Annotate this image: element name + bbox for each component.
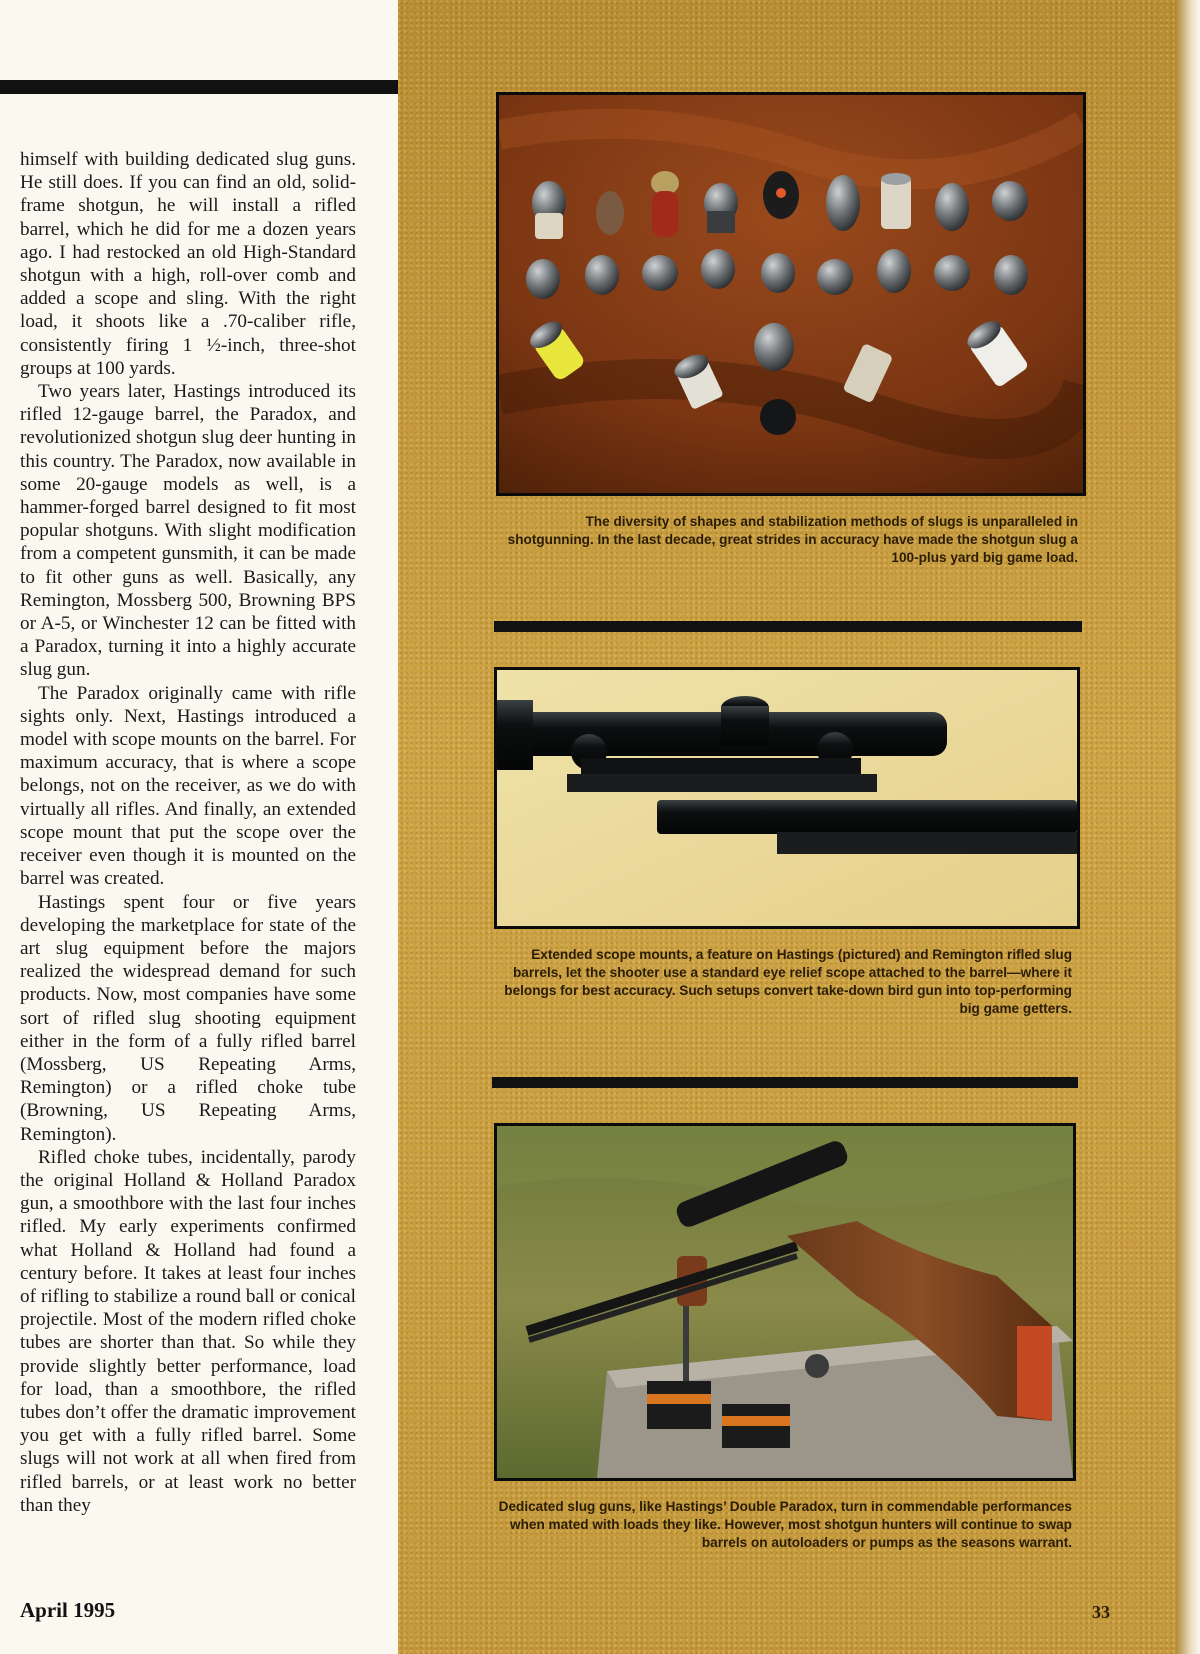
page-number: 33 [1092,1602,1110,1622]
gun-bench-illustration [497,1126,1073,1478]
caption-double-paradox: Dedicated slug guns, like Hastings’ Double Paradox, turn in commendable performances when mated with loads they like. However, most shotgun hunters will continue to swap barrels on autoloaders or pumps as the seasons warrant. [498,1499,1072,1550]
issue-date: April 1995 [20,1598,116,1622]
page-gutter [1176,0,1200,1654]
caption-scope-mount: Extended scope mounts, a feature on Hastings (pictured) and Remington rifled slug barrels, let the shooter use a standard eye relief scope attached to the barrel—where it belongs for best accuracy. Such setups convert take-down bird gun into top-performing big game getters. [504,947,1072,1016]
caption-slugs: The diversity of shapes and stabilization methods of slugs is unparalleled in shotgunning. In the last decade, great strides in accuracy have made the shotgun slug a 100-plus yard big game load. [507,514,1078,565]
article-paragraph-5: Rifled choke tubes, incidentally, parody the original Holland & Holland Paradox gun, a smoothbore with the last four inches rifled. My early experiments confirmed what Holland & Holland had found a century before. It takes at least four inches of rifling to stabilize a round ball or conical projectile. Most of the modern rifled choke tubes are shorter than that. So while they provide slightly better performance, load for load, than a smoothbore, the rifled tubes don’t offer the dramatic improvement you get with a fully rifled barrel. Some slugs will not work at all when fired from rifled barrels, or at least work no better than they [20,1146,356,1516]
header-rule [0,80,398,94]
slugs-illustration [499,95,1083,493]
photo-slugs [496,92,1086,496]
photo-double-paradox [494,1123,1076,1481]
scope-illustration [497,670,1077,926]
article-paragraph-2: Two years later, Hastings introduced its rifled 12-gauge barrel, the Paradox, and revolutionized shotgun slug deer hunting in this country. The Paradox, now available in some 20-gauge models as well, is a hammer-forged barrel designed to fit most popular shotguns. With slight modification from a competent gunsmith, it can be made to fit other guns as well. Basically, any Remington, Mossberg 500, Browning BPS or A-5, or Winchester 12 can be fitted with a Paradox, turning it into a highly accurate slug gun. [20,381,356,681]
section-rule-2 [492,1077,1078,1088]
photo-scope-mount [494,667,1080,929]
article-body [20,148,356,1517]
article-paragraph-3: The Paradox originally came with rifle sights only. Next, Hastings introduced a model with scope mounts on the barrel. For maximum accuracy, that is where a scope belongs, not on the receiver, as we do with virtually all rifles. And finally, an extended scope mount that put the scope over the receiver even though it is mounted on the barrel was created. [20,682,356,890]
article-paragraph-4: Hastings spent four or five years developing the marketplace for state of the art slug equipment before the majors realized the widespread demand for such products. Now, most companies have some sort of rifled slug shooting equipment either in the form of a fully rifled barrel (Mossberg, US Repeating Arms, Remington) or a rifled choke tube (Browning, US Repeating Arms, Remington). [20,891,356,1145]
article-paragraph-1: himself with building dedicated slug guns. He still does. If you can find an old, solid-frame shotgun, he will install a rifled barrel, which he did for me a dozen years ago. I had restocked an old High-Standard shotgun with a high, roll-over comb and added a scope and sling. With the right load, it shoots like a .70-caliber rifle, consistently firing 1 ½-inch, three-shot groups at 100 yards. [20,149,356,379]
article-column [0,0,398,1654]
section-rule-1 [494,621,1082,632]
